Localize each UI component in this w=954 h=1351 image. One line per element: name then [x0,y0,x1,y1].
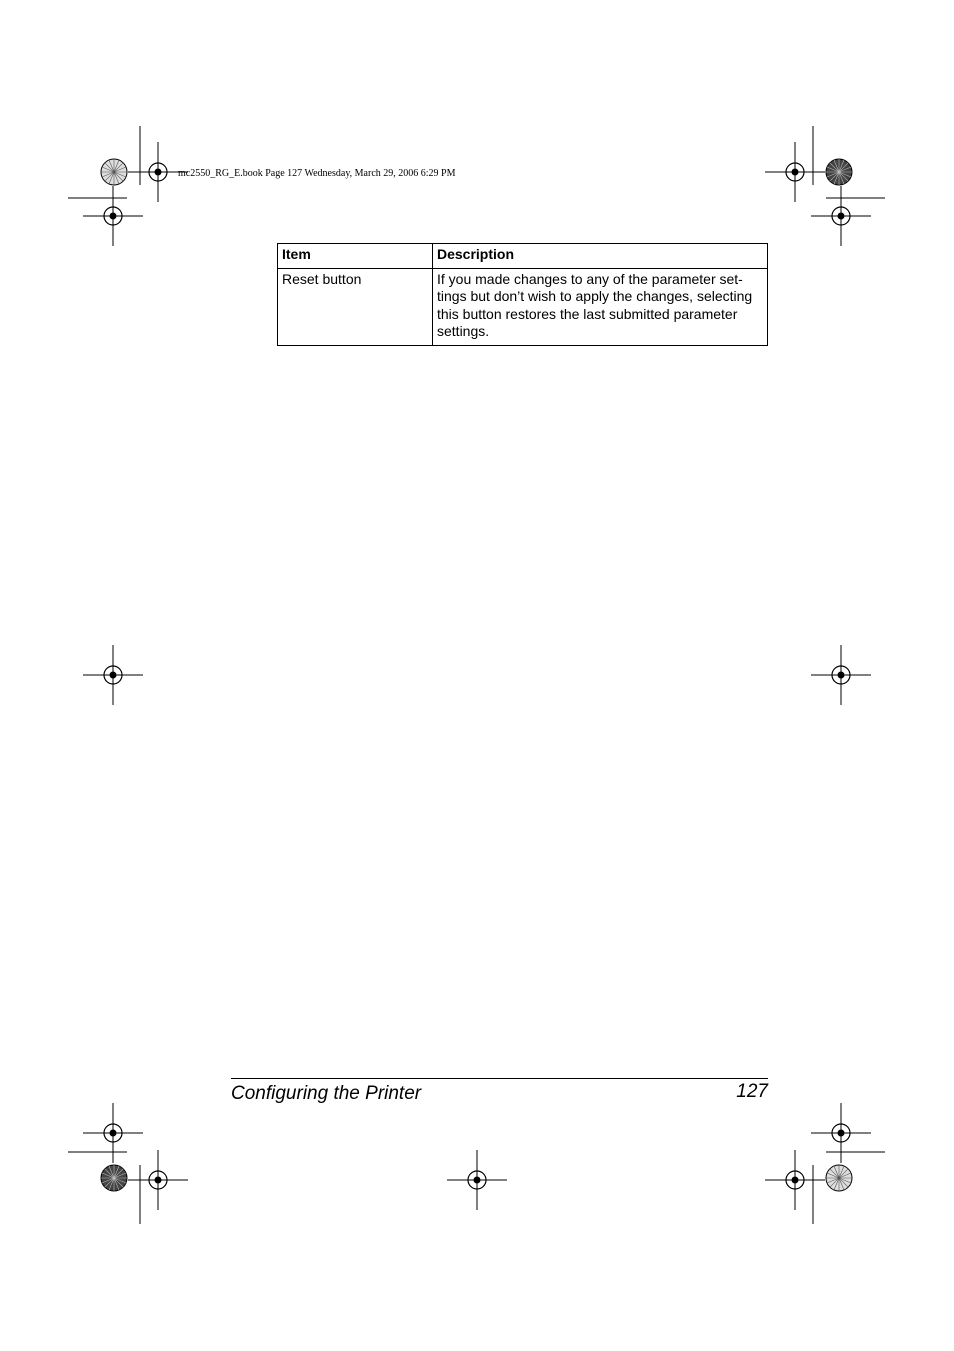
print-slug: mc2550_RG_E.book Page 127 Wednesday, March 29, 2006 6:29 PM [178,168,456,179]
table-header-row [278,244,768,269]
column-header-description: Description [433,244,768,269]
footer-page-number: 127 [736,1081,768,1102]
table-row [278,268,768,345]
footer-rule [231,1078,768,1079]
column-header-item: Item [278,244,433,269]
item-description-table [277,243,768,346]
table-cell-item: Reset button [278,268,433,345]
footer-chapter-title: Configuring the Printer [231,1083,422,1104]
table-cell-description: If you made changes to any of the parameter set-tings but don’t wish to apply the changes, selecting this button restores the last submitted parameter settings. [433,268,768,345]
